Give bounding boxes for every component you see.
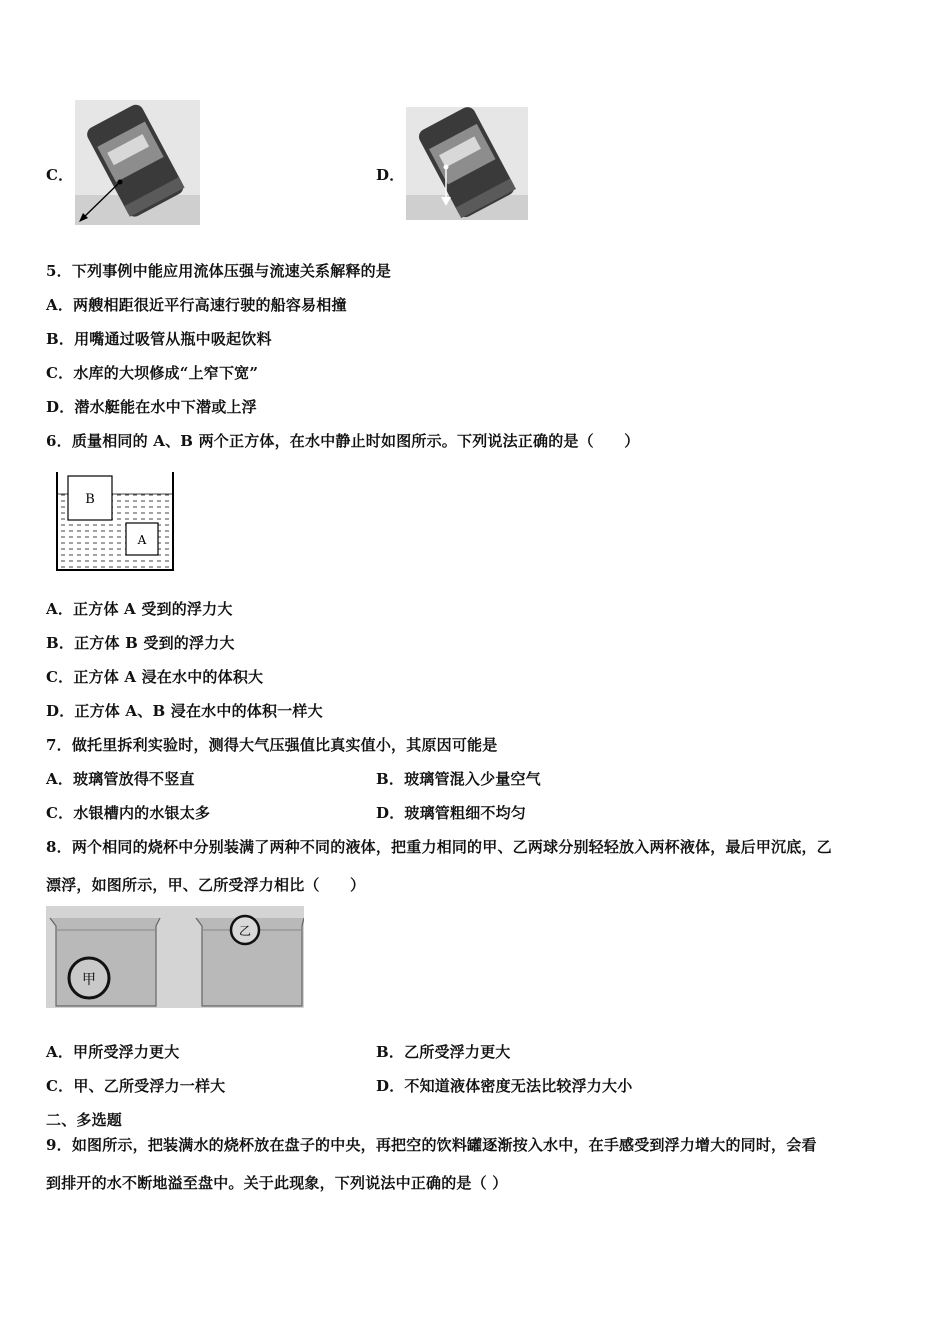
q6-option-a: A．正方体 A 受到的浮力大 (46, 600, 233, 618)
q5-option-a: A．两艘相距很近平行高速行驶的船容易相撞 (46, 296, 347, 314)
q7-option-d: D．玻璃管粗细不均匀 (376, 804, 527, 822)
q8-option-b: B．乙所受浮力更大 (376, 1043, 511, 1061)
tilted-can-arrow-down-image (406, 107, 528, 220)
beaker-blocks-diagram (52, 468, 178, 574)
q7-stem: 7．做托里拆利实验时，测得大气压强值比真实值小，其原因可能是 (46, 736, 498, 754)
section-title: 二、多选题 (46, 1111, 123, 1129)
q7-option-c: C．水银槽内的水银太多 (46, 804, 211, 822)
q8-option-a: A．甲所受浮力更大 (46, 1043, 180, 1061)
q6-option-b: B．正方体 B 受到的浮力大 (46, 634, 235, 652)
q5-option-c: C．水库的大坝修成“上窄下宽” (46, 364, 259, 382)
q5-stem: 5．下列事例中能应用流体压强与流速关系解释的是 (46, 262, 392, 280)
block-a-label: A (137, 533, 147, 547)
q8-figure (46, 906, 304, 1008)
q8-stem-line2: 漂浮，如图所示，甲、乙所受浮力相比（ ） (46, 876, 366, 894)
q6-figure (52, 468, 178, 574)
block-b-label: B (85, 492, 95, 507)
ball-yi-label: 乙 (238, 924, 252, 938)
q7-option-a: A．玻璃管放得不竖直 (46, 770, 195, 788)
q7-option-b: B．玻璃管混入少量空气 (376, 770, 541, 788)
q8-option-d: D．不知道液体密度无法比较浮力大小 (376, 1077, 633, 1095)
two-beakers-balls-photo (46, 906, 304, 1008)
q6-option-c: C．正方体 A 浸在水中的体积大 (46, 668, 264, 686)
q9-stem-line1: 9．如图所示，把装满水的烧杯放在盘子的中央，再把空的饮料罐逐渐按入水中，在手感受到浮力增大的同时，会看 (46, 1136, 817, 1154)
q9-stem-line2: 到排开的水不断地溢至盘中。关于此现象，下列说法中正确的是（ ） (46, 1174, 508, 1192)
tilted-can-arrow-diagonal-image (75, 100, 200, 225)
q6-stem: 6．质量相同的 A、B 两个正方体，在水中静止时如图所示。下列说法正确的是（ ） (46, 432, 640, 450)
q4-option-c-figure (75, 100, 200, 225)
ball-jia-label: 甲 (82, 972, 96, 988)
q5-option-d: D．潜水艇能在水中下潜或上浮 (46, 398, 257, 416)
q8-stem-line1: 8．两个相同的烧杯中分别装满了两种不同的液体，把重力相同的甲、乙两球分别轻轻放入两杯液体，最后甲沉底，乙 (46, 838, 832, 856)
q5-option-b: B．用嘴通过吸管从瓶中吸起饮料 (46, 330, 272, 348)
q4-option-d-figure (406, 107, 528, 220)
q4-option-d-label: D． (376, 166, 405, 184)
q6-option-d: D．正方体 A、B 浸在水中的体积一样大 (46, 702, 323, 720)
q8-option-c: C．甲、乙所受浮力一样大 (46, 1077, 226, 1095)
q4-option-c-label: C． (46, 166, 74, 184)
